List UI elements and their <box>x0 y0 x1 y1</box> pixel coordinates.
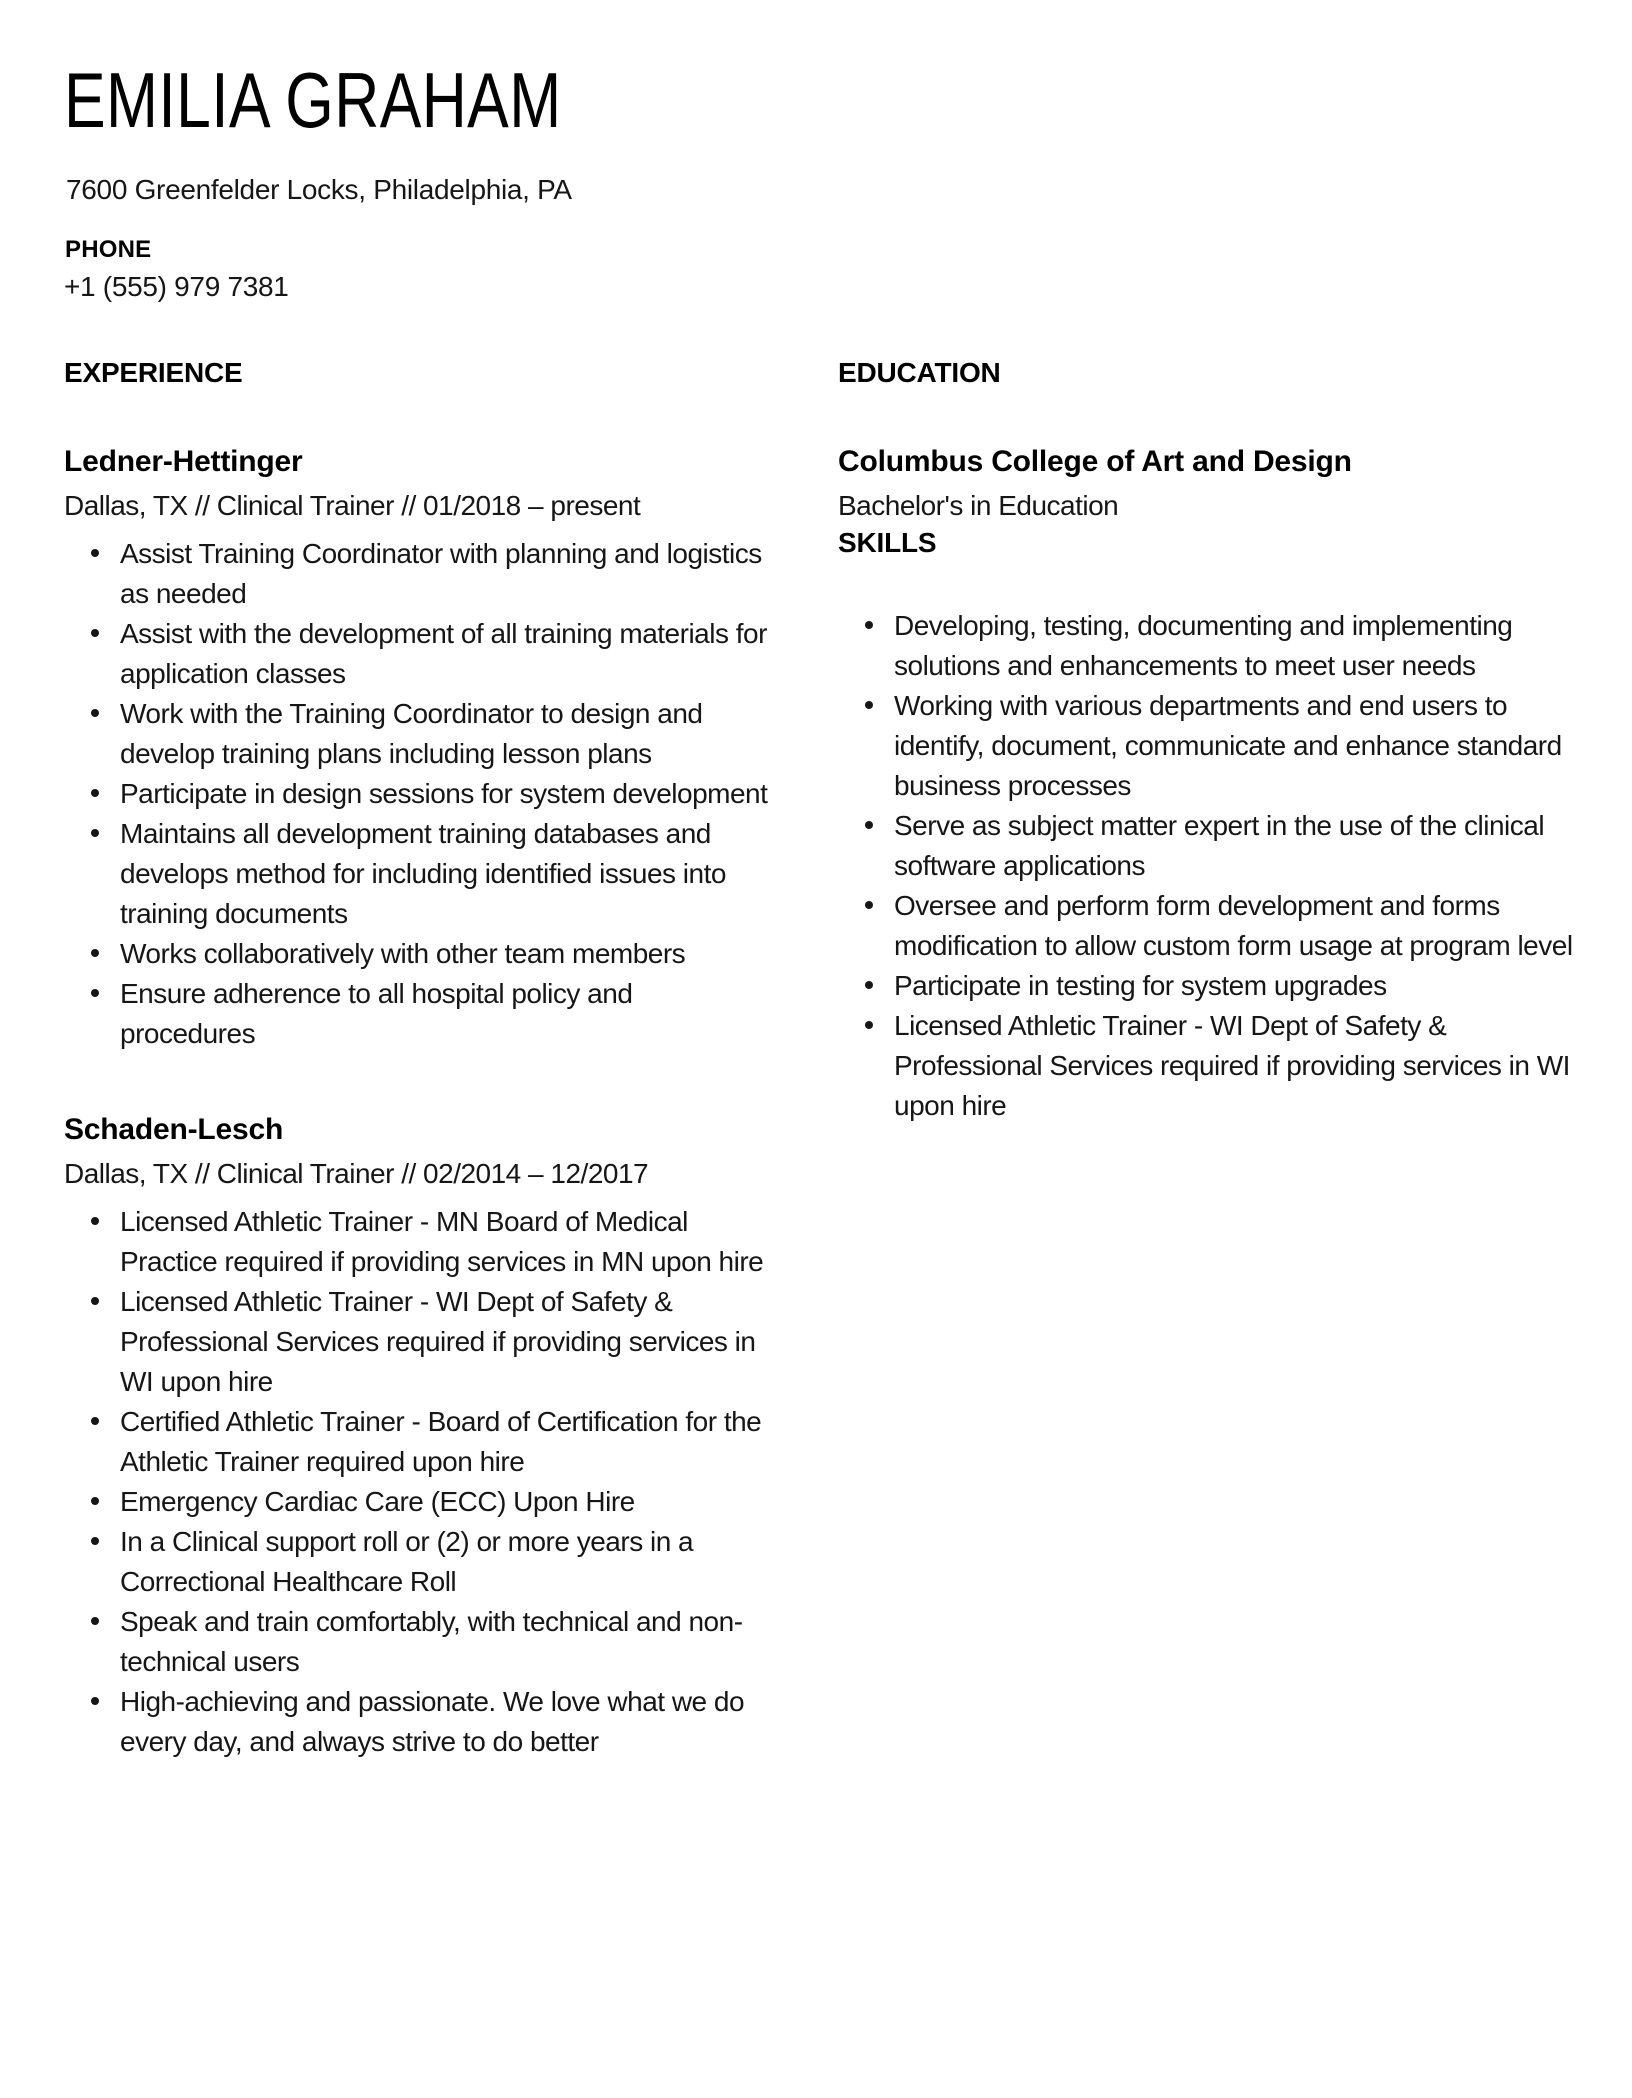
job-bullet: Participate in design sessions for system development <box>120 774 770 814</box>
job-bullet: Assist with the development of all training materials for application classes <box>120 614 770 694</box>
job-bullet: Work with the Training Coordinator to design and develop training plans including lesson plans <box>120 694 770 774</box>
job-meta-line: Dallas, TX // Clinical Trainer // 02/2014 – 12/2017 <box>64 1158 649 1189</box>
skill-bullet: Participate in testing for system upgrades <box>894 966 1583 1006</box>
job-bullet: Works collaboratively with other team members <box>120 934 770 974</box>
skills-bullet-list <box>838 606 1583 1126</box>
job-bullet: Licensed Athletic Trainer - WI Dept of Safety & Professional Services required if providing services in WI upon hire <box>120 1282 770 1402</box>
education-heading: EDUCATION <box>838 357 1001 388</box>
job-bullet: Emergency Cardiac Care (ECC) Upon Hire <box>120 1482 770 1522</box>
school-name: Columbus College of Art and Design <box>838 445 1352 478</box>
company-name: Ledner-Hettinger <box>64 445 303 478</box>
candidate-name: EMILIA GRAHAM <box>64 56 562 144</box>
job-bullet: Maintains all development training databases and develops method for including identified issues into training documents <box>120 814 770 934</box>
address-line: 7600 Greenfelder Locks, Philadelphia, PA <box>66 174 572 205</box>
job-meta-line: Dallas, TX // Clinical Trainer // 01/2018 – present <box>64 490 641 521</box>
phone-label: PHONE <box>65 236 152 263</box>
right-column <box>838 356 1583 1126</box>
job-bullet: Ensure adherence to all hospital policy and procedures <box>120 974 770 1054</box>
job-entry-ledner-hettinger <box>64 444 770 1054</box>
job-bullet: Licensed Athletic Trainer - MN Board of Medical Practice required if providing services in MN upon hire <box>120 1202 770 1282</box>
education-section <box>838 356 1583 526</box>
company-name: Schaden-Lesch <box>64 1113 284 1146</box>
skills-heading: SKILLS <box>838 527 937 558</box>
job-bullet: High-achieving and passionate. We love what we do every day, and always strive to do better <box>120 1682 770 1762</box>
experience-section <box>64 356 770 1762</box>
skills-section <box>838 526 1583 1126</box>
job-entry-schaden-lesch <box>64 1112 770 1762</box>
skill-bullet: Licensed Athletic Trainer - WI Dept of Safety & Professional Services required if providing services in WI upon hire <box>894 1006 1583 1126</box>
skill-bullet: Developing, testing, documenting and implementing solutions and enhancements to meet user needs <box>894 606 1583 686</box>
job-bullet: Speak and train comfortably, with technical and non-technical users <box>120 1602 770 1682</box>
job-bullet: Assist Training Coordinator with planning and logistics as needed <box>120 534 770 614</box>
job-bullet: Certified Athletic Trainer - Board of Certification for the Athletic Trainer required upon hire <box>120 1402 770 1482</box>
phone-number: +1 (555) 979 7381 <box>64 271 289 302</box>
skill-bullet: Oversee and perform form development and forms modification to allow custom form usage at program level <box>894 886 1583 966</box>
job-bullet: In a Clinical support roll or (2) or more years in a Correctional Healthcare Roll <box>120 1522 770 1602</box>
job-bullet-list <box>64 534 770 1054</box>
experience-heading: EXPERIENCE <box>64 357 243 388</box>
degree-line: Bachelor's in Education <box>838 490 1119 521</box>
job-bullet-list <box>64 1202 770 1762</box>
skill-bullet: Working with various departments and end users to identify, document, communicate and enhance standard business processes <box>894 686 1583 806</box>
skill-bullet: Serve as subject matter expert in the use of the clinical software applications <box>894 806 1583 886</box>
